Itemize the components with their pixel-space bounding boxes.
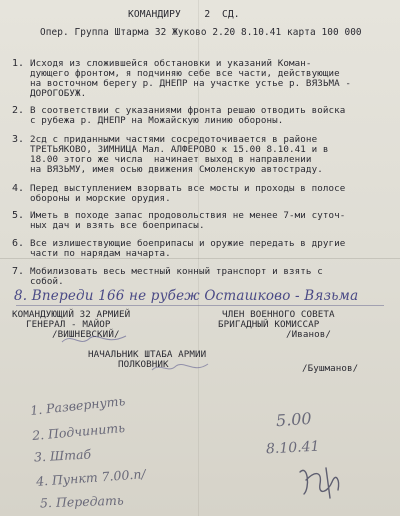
distribution-item: 4. Пункт 7.00.п/ — [35, 466, 147, 489]
chief-signature-stroke — [150, 360, 210, 376]
item-line: обороны и морские орудия. — [30, 193, 171, 204]
distribution-item: 1. Развернуть — [29, 393, 126, 418]
addressee-heading: КОМАНДИРУ 2 СД. — [128, 9, 240, 20]
item-number: 5. — [12, 210, 25, 221]
item-line: собой. — [30, 276, 64, 287]
pencil-signature-scribble — [296, 462, 346, 502]
commander-rank: ГЕНЕРАЛ - МАЙОР — [26, 319, 111, 330]
item-number: 4. — [12, 183, 25, 194]
item-line: ТРЕТЬЯКОВО, ЗИМНИЦА Мал. АЛФЕРОВО к 15.00 8.10.41 и в — [30, 144, 329, 155]
item-line: ДОРОГОБУЖ. — [30, 88, 87, 99]
time-note: 5.00 — [275, 408, 313, 431]
council-member-title: ЧЛЕН ВОЕННОГО СОВЕТА — [222, 309, 335, 320]
item-number: 6. — [12, 238, 25, 249]
item-line: 18.00 этого же числа начинает выход в направлении — [30, 154, 312, 165]
distribution-item: 5. Передать — [39, 492, 124, 511]
item-number: 2. — [12, 105, 25, 116]
item-line: Исходя из сложившейся обстановки и указаний Коман- — [30, 58, 312, 69]
chief-of-staff-name: /Бушманов/ — [302, 363, 359, 374]
item-line: Все излишествующие боеприпасы и оружие передать в другие — [30, 238, 346, 249]
item-line: на восточном берегу р. ДНЕПР на участке устье р. ВЯЗЬМА - — [30, 78, 351, 89]
item-line: части по нарядам начарта. — [30, 248, 171, 259]
date-note: 8.10.41 — [265, 438, 320, 458]
distribution-item: 2. Подчинить — [31, 419, 126, 444]
council-member-name: /Иванов/ — [286, 329, 332, 340]
chief-of-staff-title: НАЧАЛЬНИК ШТАБА АРМИИ — [88, 349, 207, 360]
item-number: 1. — [12, 58, 25, 69]
commander-title: КОМАНДУЮЩИЙ 32 АРМИЕЙ — [12, 309, 131, 320]
item-line: Иметь в походе запас продовольствия не менее 7-ми суточ- — [30, 210, 346, 221]
item-line: В соответствии с указаниями фронта решаю отводить войска — [30, 105, 346, 116]
commander-signature-stroke — [60, 330, 130, 350]
item-line: на ВЯЗЬМУ, имея осью движения Смоленскую автостраду. — [30, 164, 323, 175]
distribution-item: 3. Штаб — [33, 446, 92, 465]
item-line: дующего фронтом, я подчиняю себе все части, действующие — [30, 68, 340, 79]
item-number: 7. — [12, 266, 25, 277]
item-line: Мобилизовать весь местный конный транспорт и взять с — [30, 266, 323, 277]
item-line: Перед выступлением взорвать все мосты и проходы в полосе — [30, 183, 346, 194]
sender-line: Опер. Группа Штарма 32 Жуково 2.20 8.10.41 карта 100 000 — [40, 27, 362, 38]
commander-name: /ВИШНЕВСКИЙ/ — [52, 329, 120, 340]
council-member-rank: БРИГАДНЫЙ КОМИССАР — [218, 319, 320, 330]
chief-of-staff-rank: ПОЛКОВНИК — [118, 359, 169, 370]
handwritten-underline — [16, 305, 384, 306]
item-line: 2сд с приданными частями сосредоточивается в районе — [30, 134, 318, 145]
item-line: ных дач и взять все боеприпасы. — [30, 220, 205, 231]
item-number: 3. — [12, 134, 25, 145]
item-line: с рубежа р. ДНЕПР на Можайскую линию обороны. — [30, 115, 284, 126]
handwritten-item-8: 8. Впереди 166 не рубеж Осташково - Вязьма — [14, 288, 359, 304]
